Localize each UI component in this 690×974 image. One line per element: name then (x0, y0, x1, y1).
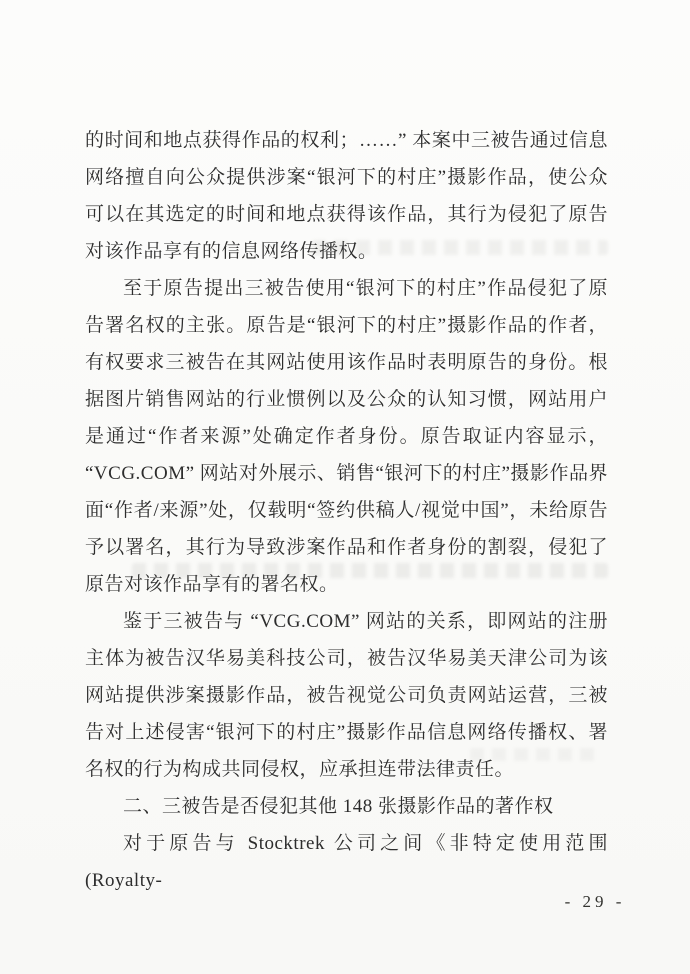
paragraph: 至于原告提出三被告使用“银河下的村庄”作品侵犯了原告署名权的主张。原告是“银河下的村庄”摄影作品的作者，有权要求三被告在其网站使用该作品时表明原告的身份。根据图片销售网站的行业惯例以及公众的认知习惯，网站用户是通过“作者来源”处确定作者身份。原告取证内容显示，“VCG.COM” 网站对外展示、销售“银河下的村庄”摄影作品界面“作者/来源”处，仅载明“签约供稿人/视觉中国”，未给原告予以署名，其行为导致涉案作品和作者身份的割裂，侵犯了原告对该作品享有的署名权。 (85, 278, 608, 595)
paragraph: 二、三被告是否侵犯其他 148 张摄影作品的著作权 (123, 796, 554, 817)
text-block (85, 122, 608, 899)
paragraph: 的时间和地点获得作品的权利；……” 本案中三被告通过信息网络擅自向公众提供涉案“银河下的村庄”摄影作品，使公众可以在其选定的时间和地点获得该作品，其行为侵犯了原告对该作品享有的信息网络传播权。 (85, 130, 608, 262)
paragraph: 鉴于三被告与 “VCG.COM” 网站的关系，即网站的注册主体为被告汉华易美科技公司，被告汉华易美天津公司为该网站提供涉案摄影作品，被告视觉公司负责网站运营，三被告对上述侵害“银河下的村庄”摄影作品信息网络传播权、署名权的行为构成共同侵权，应承担连带法律责任。 (85, 611, 608, 780)
page-number: - 29 - (564, 892, 626, 911)
paragraph: 对于原告与 Stocktrek 公司之间《非特定使用范围(Royalty- (85, 833, 608, 891)
